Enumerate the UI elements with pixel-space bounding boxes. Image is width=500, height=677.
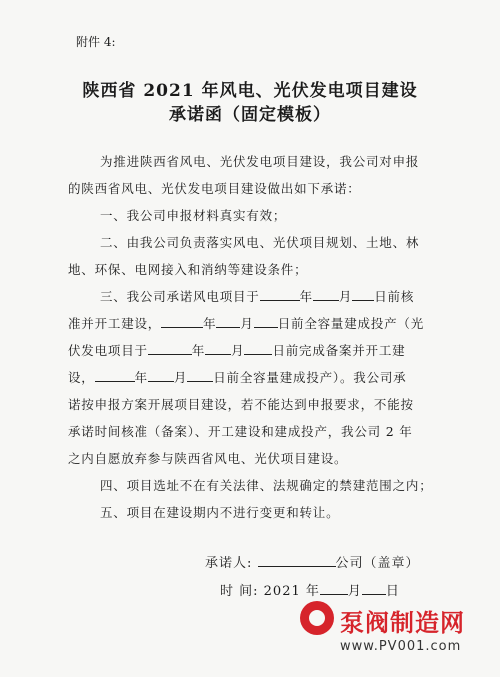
site-watermark — [300, 597, 490, 667]
blank-month — [216, 315, 240, 328]
signature-company-line — [205, 552, 420, 571]
item3-month-unit: 月 — [240, 316, 254, 331]
commitment-item-3-line-4 — [68, 368, 407, 386]
blank-day — [187, 369, 213, 382]
blank-day — [362, 582, 386, 595]
date-label: 时 间: — [220, 584, 259, 599]
item3-text: 伏发电项目于 — [68, 343, 148, 358]
item3-year-unit: 年 — [299, 289, 313, 304]
item3-year-unit: 年 — [203, 316, 217, 331]
watermark-site-name: 泵阀制造网 — [340, 609, 465, 637]
item3-text: 设， — [68, 370, 95, 385]
commitment-item-3-line-3 — [68, 341, 405, 359]
item3-month-unit: 月 — [338, 289, 353, 304]
commitment-item-1: 一、我公司申报材料真实有效； — [100, 208, 287, 223]
watermark-site-url: www.PV001.com — [340, 639, 462, 654]
blank-year — [161, 315, 203, 328]
blank-month — [320, 582, 348, 595]
commitment-item-2-line-1: 二、由我公司负责落实风电、光伏项目规划、土地、林 — [100, 235, 420, 250]
commitment-item-3-line-6: 承诺时间核准（备案）、开工建设和建成投产，我公司 2 年 — [68, 424, 413, 439]
commitment-item-3-line-1 — [100, 287, 414, 305]
item3-day-unit: 日前核 — [374, 289, 415, 304]
commitment-item-3-line-7: 之内自愿放弃参与陕西省风电、光伏项目建设。 — [68, 451, 348, 466]
blank-day — [254, 315, 278, 328]
item3-year-unit: 年 — [134, 370, 148, 385]
intro-line-2: 的陕西省风电、光伏发电项目建设做出如下承诺： — [68, 181, 361, 196]
intro-line-1: 为推进陕西省风电、光伏发电项目建设，我公司对申报 — [100, 154, 420, 169]
watermark-logo-icon — [300, 601, 334, 635]
blank-company-name — [258, 554, 336, 567]
blank-year — [148, 342, 192, 355]
commitment-item-3-line-5: 诺按申报方案开展项目建设，若不能达到申报要求，不能按 — [68, 397, 414, 412]
commitment-item-5: 五、项目在建设期内不进行变更和转让。 — [100, 505, 340, 520]
item3-month-unit: 月 — [231, 343, 245, 358]
item3-day-unit: 日前全容量建成投产）。我公司承 — [213, 370, 407, 385]
document-title-line-2: 承诺函（固定模板） — [169, 105, 331, 125]
item3-day-unit: 日前全容量建成投产（光 — [277, 316, 425, 331]
company-seal-label: 公司（盖章） — [335, 556, 420, 571]
commitment-item-3-line-2 — [68, 314, 424, 332]
commitment-item-2-line-2: 地、环保、电网接入和消纳等建设条件； — [68, 262, 308, 277]
signature-label: 承诺人: — [205, 556, 253, 571]
item3-text: 三、我公司承诺风电项目于 — [100, 289, 260, 304]
date-year: 2021 年 — [263, 584, 320, 599]
blank-year — [95, 369, 135, 382]
date-day-unit: 日 — [385, 584, 400, 599]
attachment-label: 附件 4: — [76, 35, 116, 49]
date-month-unit: 月 — [347, 584, 362, 599]
item3-year-unit: 年 — [191, 343, 206, 358]
blank-month — [148, 369, 174, 382]
blank-month — [313, 288, 339, 301]
blank-day — [244, 342, 272, 355]
document-title-line-1: 陕西省 2021 年风电、光伏发电项目建设 — [82, 81, 418, 101]
item3-text: 准并开工建设， — [68, 316, 162, 331]
blank-month — [205, 342, 231, 355]
commitment-item-4: 四、项目选址不在有关法律、法规确定的禁建范围之内； — [100, 478, 433, 493]
item3-month-unit: 月 — [173, 370, 188, 385]
blank-day — [352, 288, 374, 301]
item3-day-unit: 日前完成备案并开工建 — [272, 343, 406, 358]
blank-year — [260, 288, 300, 301]
